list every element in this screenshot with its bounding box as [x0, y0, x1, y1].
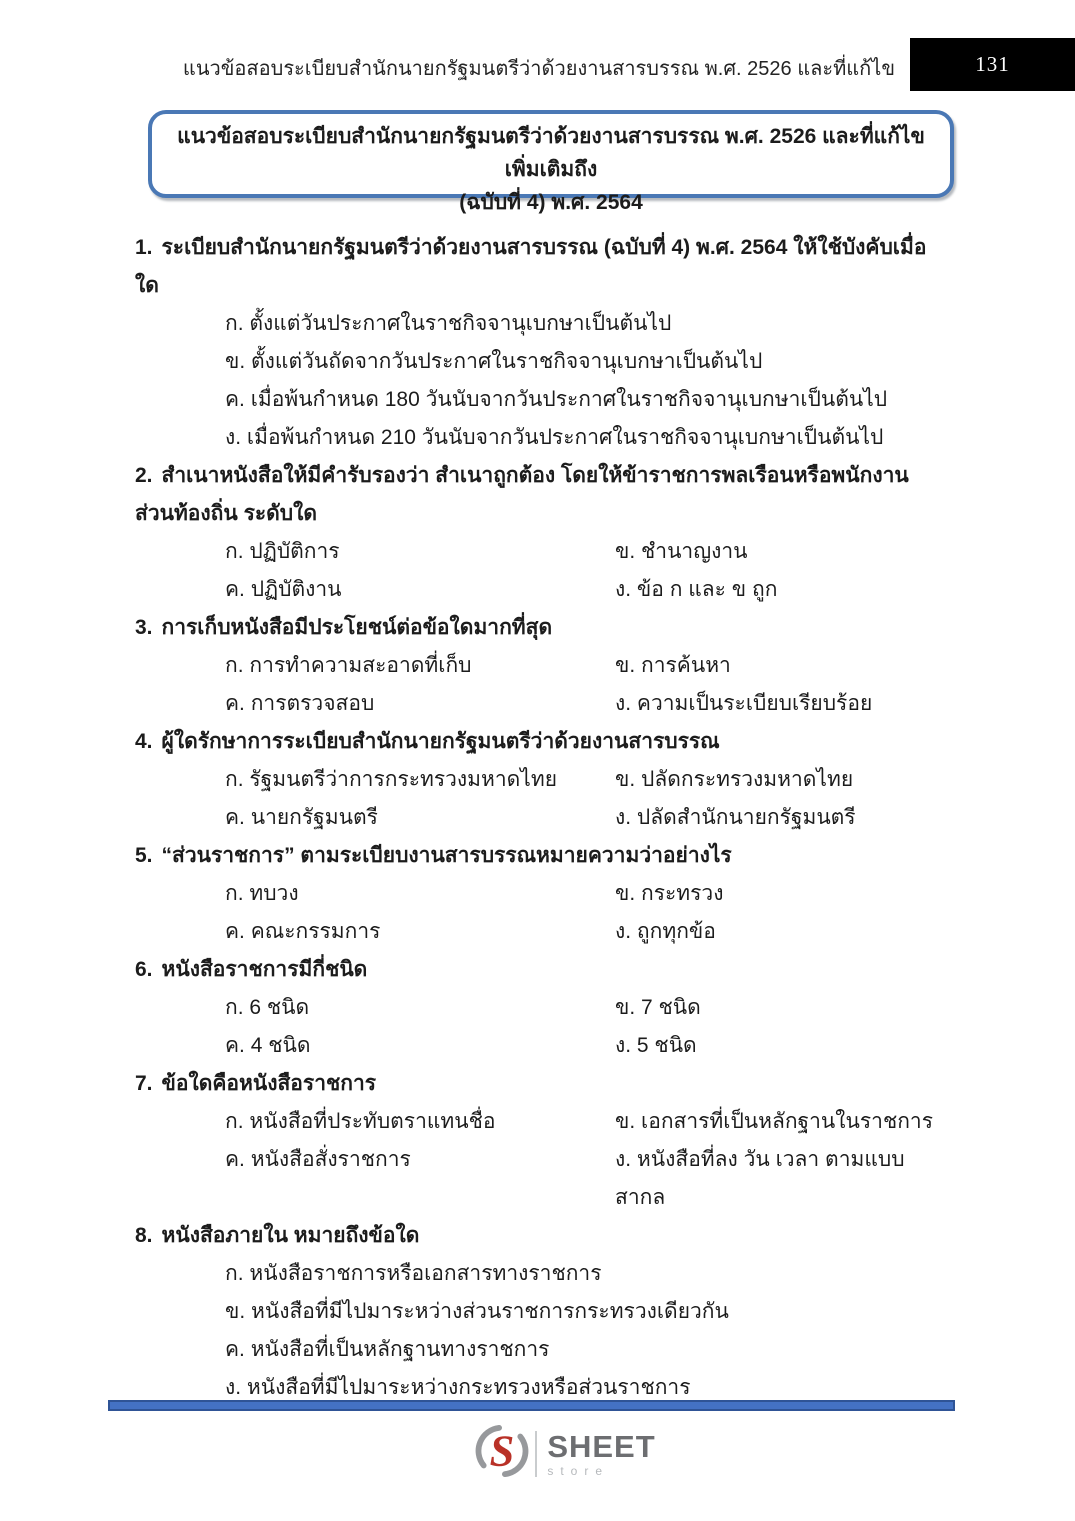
answer-option: ง. หนังสือที่ลง วัน เวลา ตามแบบสากล	[615, 1148, 905, 1209]
answer-option: ง. เมื่อพ้นกำหนด 210 วันนับจากวันประกาศในราชกิจจานุเบกษาเป็นต้นไป	[225, 426, 884, 449]
question-text: หนังสือภายใน หมายถึงข้อใด	[161, 1224, 420, 1247]
question-number: 8.	[135, 1224, 153, 1247]
page-number: 131	[975, 52, 1010, 76]
question-number: 7.	[135, 1072, 153, 1095]
answer-option: ก. ตั้งแต่วันประกาศในราชกิจจานุเบกษาเป็นต้นไป	[225, 312, 672, 335]
logo-divider	[535, 1431, 537, 1477]
question-number: 3.	[135, 616, 153, 639]
question-text: ผู้ใดรักษาการระเบียบสำนักนายกรัฐมนตรีว่าด้วยงานสารบรรณ	[161, 730, 720, 753]
answer-options	[225, 1103, 947, 1217]
answer-options	[225, 761, 947, 837]
title-box-line-1: แนวข้อสอบระเบียบสำนักนายกรัฐมนตรีว่าด้วยงานสารบรรณ พ.ศ. 2526 และที่แก้ไขเพิ่มเติมถึง	[177, 125, 925, 181]
answer-option: ค. 4 ชนิด	[225, 1034, 311, 1057]
answer-options	[225, 647, 947, 723]
answer-option: ง. ปลัดสำนักนายกรัฐมนตรี	[615, 806, 856, 829]
question-heading	[135, 1065, 947, 1103]
answer-option: ง. หนังสือที่มีไปมาระหว่างกระทรวงหรือส่วนราชการ	[225, 1376, 691, 1399]
answer-option: ง. ความเป็นระเบียบเรียบร้อย	[615, 692, 873, 715]
answer-option: ข. 7 ชนิด	[615, 996, 701, 1019]
answer-option: ง. ถูกทุกข้อ	[615, 920, 716, 943]
answer-option: ข. กระทรวง	[615, 882, 724, 905]
question-heading	[135, 951, 947, 989]
question-number: 6.	[135, 958, 153, 981]
question-block	[135, 1065, 947, 1217]
question-heading	[135, 229, 947, 305]
question-block	[135, 837, 947, 951]
sheet-store-s-icon	[475, 1424, 529, 1483]
svg-text:S: S	[489, 1425, 515, 1476]
logo-wordmark: SHEET	[547, 1428, 656, 1464]
answer-option: ข. เอกสารที่เป็นหลักฐานในราชการ	[615, 1110, 934, 1133]
question-text: สำเนาหนังสือให้มีคำรับรองว่า สำเนาถูกต้อง โดยให้ข้าราชการพลเรือนหรือพนักงานส่วนท้องถิ่น ระดับใด	[135, 464, 909, 525]
answer-option: ก. รัฐมนตรีว่าการกระทรวงมหาดไทย	[225, 768, 558, 791]
answer-option: ข. การค้นหา	[615, 654, 731, 677]
title-box-line-2: (ฉบับที่ 4) พ.ศ. 2564	[459, 191, 643, 214]
answer-option: ก. ปฏิบัติการ	[225, 540, 340, 563]
questions-list	[135, 229, 947, 1407]
answer-option: ข. ชำนาญงาน	[615, 540, 748, 563]
answer-option: ค. การตรวจสอบ	[225, 692, 375, 715]
question-heading	[135, 837, 947, 875]
question-text: “ส่วนราชการ” ตามระเบียบงานสารบรรณหมายความว่าอย่างไร	[161, 844, 732, 867]
footer-rule	[108, 1400, 955, 1411]
question-text: ระเบียบสำนักนายกรัฐมนตรีว่าด้วยงานสารบรรณ (ฉบับที่ 4) พ.ศ. 2564 ให้ใช้บังคับเมื่อใด	[135, 236, 927, 297]
answer-option: ก. การทำความสะอาดที่เก็บ	[225, 654, 472, 677]
answer-option: ก. ทบวง	[225, 882, 299, 905]
question-heading	[135, 723, 947, 761]
answer-option: ค. คณะกรรมการ	[225, 920, 381, 943]
answer-option: ง. ข้อ ก และ ข ถูก	[615, 578, 778, 601]
question-text: หนังสือราชการมีกี่ชนิด	[161, 958, 368, 981]
answer-options	[225, 533, 947, 609]
question-number: 5.	[135, 844, 153, 867]
question-heading	[135, 1217, 947, 1255]
answer-option: ค. ปฏิบัติงาน	[225, 578, 342, 601]
question-block	[135, 951, 947, 1065]
answer-option: ค. เมื่อพ้นกำหนด 180 วันนับจากวันประกาศในราชกิจจานุเบกษาเป็นต้นไป	[225, 388, 888, 411]
running-header-title: แนวข้อสอบระเบียบสำนักนายกรัฐมนตรีว่าด้วยงานสารบรรณ พ.ศ. 2526 และที่แก้ไข	[182, 58, 895, 80]
answer-option: ข. ตั้งแต่วันถัดจากวันประกาศในราชกิจจานุเบกษาเป็นต้นไป	[225, 350, 763, 373]
question-heading	[135, 609, 947, 647]
question-block	[135, 457, 947, 609]
answer-option: ก. หนังสือราชการหรือเอกสารทางราชการ	[225, 1262, 602, 1285]
question-heading	[135, 457, 947, 533]
title-box	[148, 110, 954, 214]
question-number: 1.	[135, 236, 153, 259]
question-number: 4.	[135, 730, 153, 753]
logo-subtext: store	[547, 1463, 609, 1478]
answer-options	[225, 989, 947, 1065]
question-number: 2.	[135, 464, 153, 487]
sheet-store-logo	[475, 1424, 655, 1483]
question-block	[135, 1217, 947, 1407]
question-text: การเก็บหนังสือมีประโยชน์ต่อข้อใดมากที่สุด	[161, 616, 553, 639]
question-block	[135, 723, 947, 837]
question-block	[135, 609, 947, 723]
answer-option: ง. 5 ชนิด	[615, 1034, 697, 1057]
answer-option: ก. หนังสือที่ประทับตราแทนชื่อ	[225, 1110, 496, 1133]
answer-option: ข. ปลัดกระทรวงมหาดไทย	[615, 768, 854, 791]
footer-logo-row	[0, 1424, 1075, 1483]
answer-option: ค. หนังสือที่เป็นหลักฐานทางราชการ	[225, 1338, 550, 1361]
answer-options	[225, 1255, 947, 1407]
answer-option: ก. 6 ชนิด	[225, 996, 310, 1019]
answer-option: ค. หนังสือสั่งราชการ	[225, 1148, 411, 1171]
answer-option: ค. นายกรัฐมนตรี	[225, 806, 378, 829]
question-text: ข้อใดคือหนังสือราชการ	[161, 1072, 377, 1095]
answer-option: ข. หนังสือที่มีไปมาระหว่างส่วนราชการกระทรวงเดียวกัน	[225, 1300, 729, 1323]
page-number-box	[910, 38, 1075, 91]
answer-options	[225, 875, 947, 951]
answer-options	[225, 305, 947, 457]
question-block	[135, 229, 947, 457]
